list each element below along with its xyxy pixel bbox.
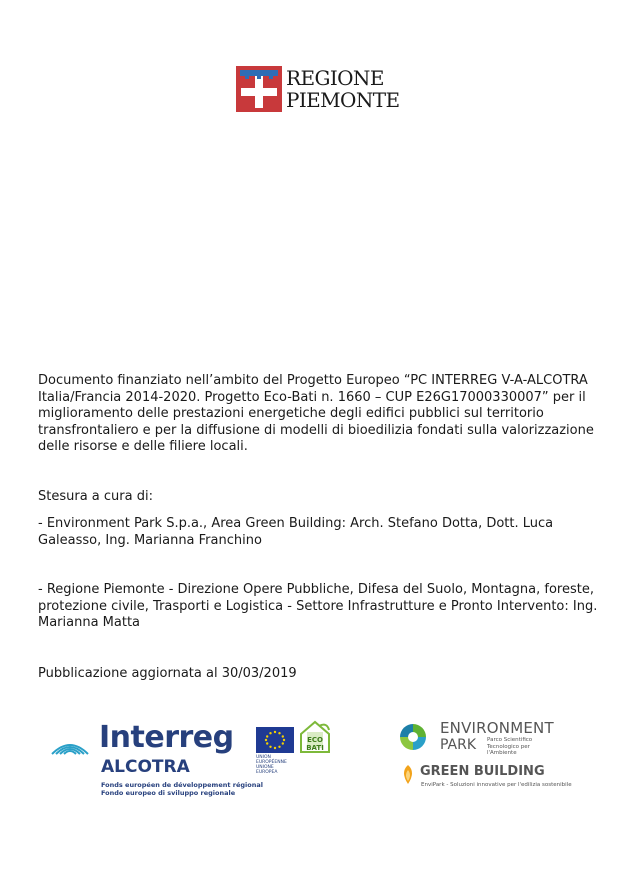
environment-park-wordmark: ENVIRONMENT (440, 719, 554, 737)
alcotra-label: ALCOTRA (101, 757, 190, 777)
publication-date: Pubblicazione aggiornata al 30/03/2019 (38, 666, 297, 681)
green-building-subtitle: EnviPark - Soluzioni innovative per l'edilizia sostenibile (421, 782, 572, 788)
environment-park-park-label: PARK (440, 737, 477, 753)
interreg-logo: Interreg (99, 720, 234, 755)
fund-caption: Fonds européen de développement régional Fondo europeo di sviluppo regionale (101, 781, 263, 797)
regione-credits: - Regione Piemonte - Direzione Opere Pubbliche, Difesa del Suolo, Montagna, foreste, protezione civile, Trasporti e Logistica - Settore Infrastrutture e Pronto Intervento: Ing. Marianna Matta (38, 582, 598, 630)
eu-caption: UNION EUROPÉENNE UNIONE EUROPEA (256, 755, 287, 775)
funding-statement: Documento finanziato nell’ambito del Progetto Europeo “PC INTERREG V-A-ALCOTRA Italia/Francia 2014-2020. Progetto Eco-Bati n. 1660 – CUP E26G17000330007” per il miglioramento delle prestazioni energetiche degli edifici pubblici sul territorio transfrontaliero e per la diffusione di modelli di bioedilizia fondati sulla valorizzazione delle risorse e delle filiere locali. (38, 373, 594, 454)
green-building-logo-icon (398, 764, 418, 786)
regione-piemonte-wordmark: REGIONE PIEMONTE (286, 66, 400, 112)
authors-heading: Stesura a cura di: (38, 489, 153, 504)
envpark-credits: - Environment Park S.p.a., Area Green Building: Arch. Stefano Dotta, Dott. Luca Galeasso, Ing. Marianna Franchino (38, 516, 554, 548)
footer-logos (0, 712, 631, 812)
eu-flag-icon (256, 727, 294, 753)
alcotra-mountain-icon (50, 736, 90, 756)
environment-park-logo-icon (398, 722, 428, 752)
green-building-wordmark: GREEN BUILDING (420, 764, 545, 779)
environment-park-subtitle: Parco Scientifico Tecnologico per l'Ambiente (487, 737, 533, 756)
ecobati-label: ECO BATI (306, 736, 324, 752)
regione-piemonte-flag-icon (236, 66, 282, 112)
regione-piemonte-logo (236, 66, 401, 114)
